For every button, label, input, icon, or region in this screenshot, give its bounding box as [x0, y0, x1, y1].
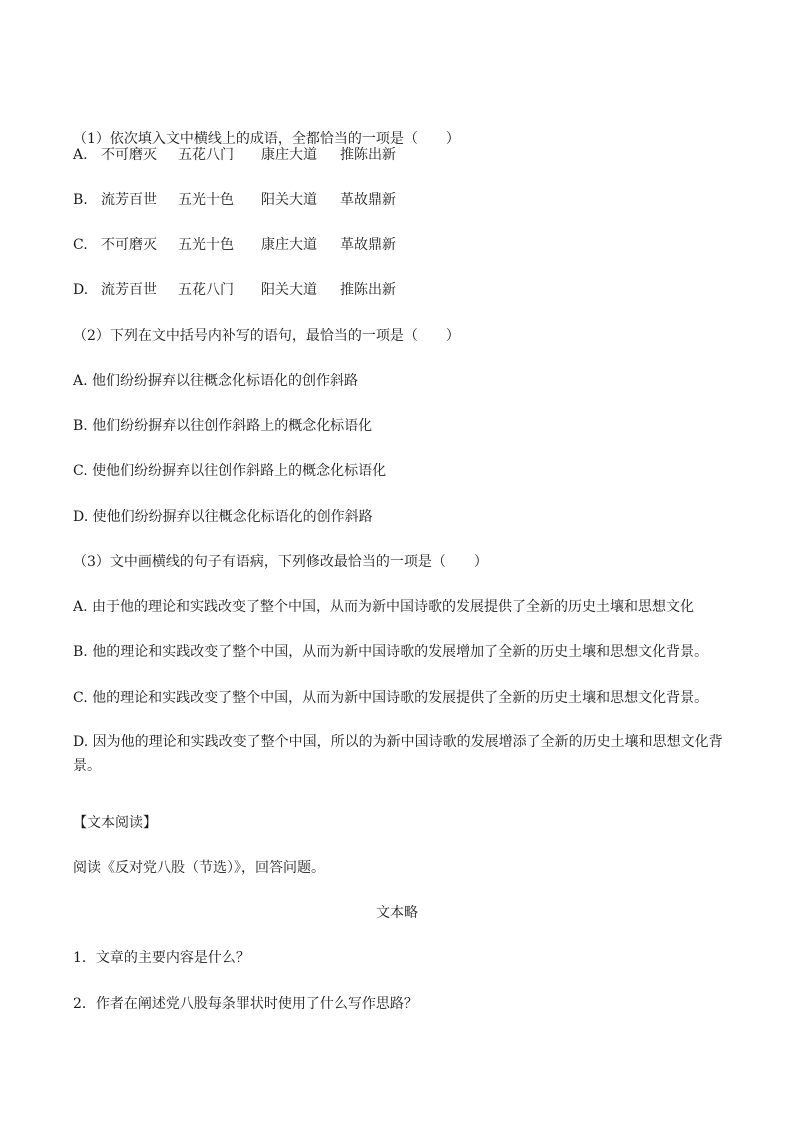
q1-option-d: [73, 280, 408, 300]
q2-stem: （2）下列在文中括号内补写的语句，最恰当的一项是（ ）: [73, 328, 460, 344]
q3-option-d: D. 因为他的理论和实践改变了整个中国，所以的为新中国诗歌的发展增添了全新的历史土壤和思想文化背景。: [73, 734, 723, 774]
option-term: 五花八门: [178, 282, 234, 298]
option-label: B.: [73, 192, 88, 208]
q2-option-d: D. 使他们纷纷摒弃以往概念化标语化的创作斜路: [73, 509, 373, 525]
option-term: 康庄大道: [261, 147, 317, 163]
q1-option-b: [73, 190, 408, 210]
q1-option-a: [73, 145, 408, 165]
option-term: 五光十色: [178, 237, 234, 253]
option-term: 康庄大道: [261, 237, 317, 253]
option-term: 革故鼎新: [340, 192, 396, 208]
option-term: 阳关大道: [261, 282, 317, 298]
q3-option-a: A. 由于他的理论和实践改变了整个中国，从而为新中国诗歌的发展提供了全新的历史土壤和思想文化: [73, 599, 695, 615]
option-term: 五花八门: [178, 147, 234, 163]
q3-option-c: C. 他的理论和实践改变了整个中国，从而为新中国诗歌的发展提供了全新的历史土壤和思想文化背景。: [73, 690, 709, 706]
option-label: A.: [73, 147, 88, 163]
option-term: 阳关大道: [261, 192, 317, 208]
reading-question-2: 2．作者在阐述党八股每条罪状时使用了什么写作思路？: [73, 996, 418, 1012]
q2-option-a: A. 他们纷纷摒弃以往概念化标语化的创作斜路: [73, 373, 359, 389]
q3-option-b: B. 他的理论和实践改变了整个中国，从而为新中国诗歌的发展增加了全新的历史土壤和思想文化背景。: [73, 644, 709, 660]
q2-option-c: C. 使他们纷纷摒弃以往创作斜路上的概念化标语化: [73, 463, 387, 479]
option-term: 不可磨灭: [101, 237, 157, 253]
reading-instruction: 阅读《反对党八股（节选）》，回答问题。: [73, 860, 325, 876]
text-omitted-note: 文本略: [376, 905, 418, 921]
option-term: 不可磨灭: [101, 147, 157, 163]
option-term: 流芳百世: [101, 192, 157, 208]
option-term: 革故鼎新: [340, 237, 396, 253]
reading-question-1: 1．文章的主要内容是什么？: [73, 950, 250, 966]
option-term: 推陈出新: [340, 147, 396, 163]
option-label: D.: [73, 282, 89, 298]
section-heading: 【文本阅读】: [73, 815, 157, 831]
option-label: C.: [73, 237, 88, 253]
q1-option-c: [73, 235, 408, 255]
q3-stem: （3）文中画横线的句子有语病，下列修改最恰当的一项是（ ）: [73, 554, 488, 570]
option-term: 推陈出新: [340, 282, 396, 298]
q1-stem: （1）依次填入文中横线上的成语，全都恰当的一项是（ ）: [73, 131, 460, 147]
option-term: 流芳百世: [101, 282, 157, 298]
q2-option-b: B. 他们纷纷摒弃以往创作斜路上的概念化标语化: [73, 418, 373, 434]
option-term: 五光十色: [178, 192, 234, 208]
